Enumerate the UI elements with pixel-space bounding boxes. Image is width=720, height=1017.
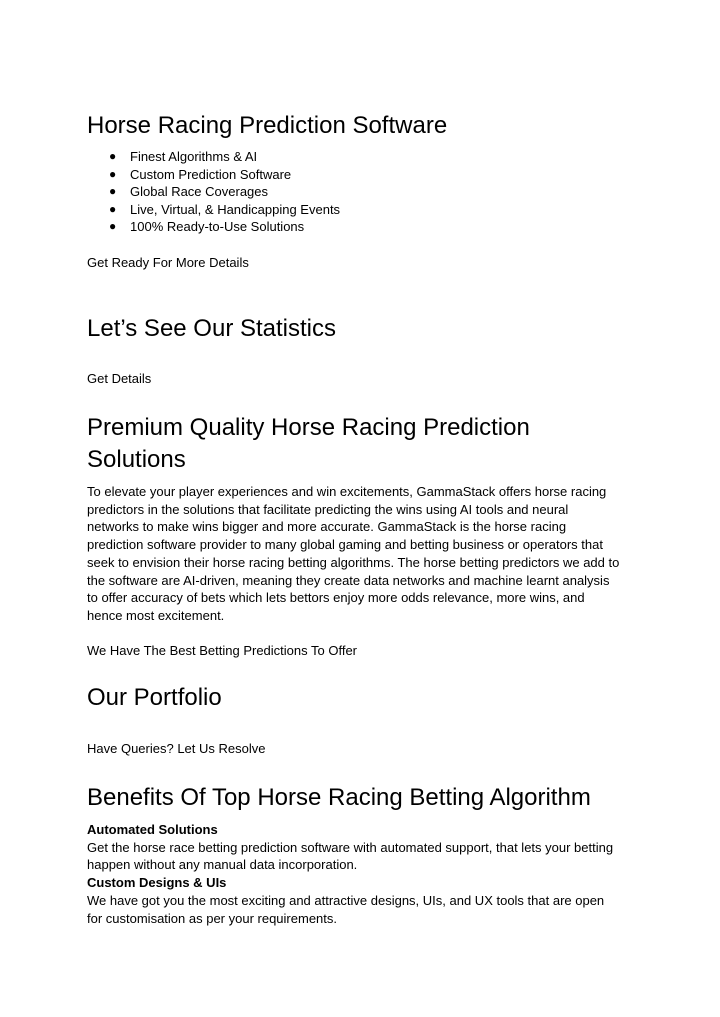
benefit-description-line: Get the horse race betting prediction software with automated support, that lets your betting (87, 839, 614, 855)
queries-text: Have Queries? Let Us Resolve (87, 741, 266, 756)
benefit-description-line: We have got you the most exciting and attractive designs, UIs, and UX tools that are open (87, 892, 605, 908)
paragraph-line: to offer accuracy of bets which lets bettors enjoy more odds relevance, more wins, and (87, 590, 585, 606)
more-details-text: Get Ready For More Details (87, 255, 249, 270)
section-title-benefits: Benefits Of Top Horse Racing Betting Algorithm (87, 784, 591, 811)
section-title-premium-quality-line-2: Solutions (87, 446, 186, 473)
bullet-icon: ● (109, 219, 117, 234)
paragraph-line: seek to envision their horse racing betting algorithms. The horse betting predictors we add to (87, 554, 620, 570)
paragraph-line: networks to make wins bigger and more accurate. GammaStack is the horse racing (87, 519, 567, 535)
list-item: ● Custom Prediction Software (109, 166, 292, 182)
list-item: ● Global Race Coverages (109, 184, 269, 200)
benefit-heading: Custom Designs & UIs (87, 875, 227, 891)
bullet-icon: ● (109, 149, 117, 163)
feature-list (87, 148, 647, 236)
list-item: ● 100% Ready-to-Use Solutions (109, 219, 305, 235)
benefit-description-line: happen without any manual data incorporation. (87, 857, 358, 873)
section-title-portfolio: Our Portfolio (87, 684, 222, 711)
bullet-icon: ● (109, 184, 117, 199)
paragraph-line: predictors in the solutions that facilitate predicting the wins using AI tools and neural (87, 501, 569, 517)
paragraph-line: prediction software provider to many global gaming and betting business or operators that (87, 537, 603, 553)
paragraph-line: hence most excitement. (87, 607, 225, 623)
section-title-premium-quality-line-1: Premium Quality Horse Racing Prediction (87, 414, 530, 441)
bullet-icon: ● (109, 166, 117, 181)
benefit-description-line: for customisation as per your requirements. (87, 910, 337, 926)
list-item: ● Finest Algorithms & AI (109, 149, 258, 164)
paragraph-line: To elevate your player experiences and win excitements, GammaStack offers horse racing (87, 484, 607, 499)
bullet-icon: ● (109, 201, 117, 216)
benefit-heading: Automated Solutions (87, 822, 218, 837)
paragraph-line: the software are AI-driven, meaning they create data networks and machine learnt analysis (87, 572, 610, 588)
section-title-prediction-software: Horse Racing Prediction Software (87, 112, 448, 139)
best-predictions-text: We Have The Best Betting Predictions To Offer (87, 643, 358, 658)
section-title-statistics: Let’s See Our Statistics (87, 315, 336, 342)
list-item: ● Live, Virtual, & Handicapping Events (109, 201, 341, 217)
get-details-text: Get Details (87, 371, 152, 386)
